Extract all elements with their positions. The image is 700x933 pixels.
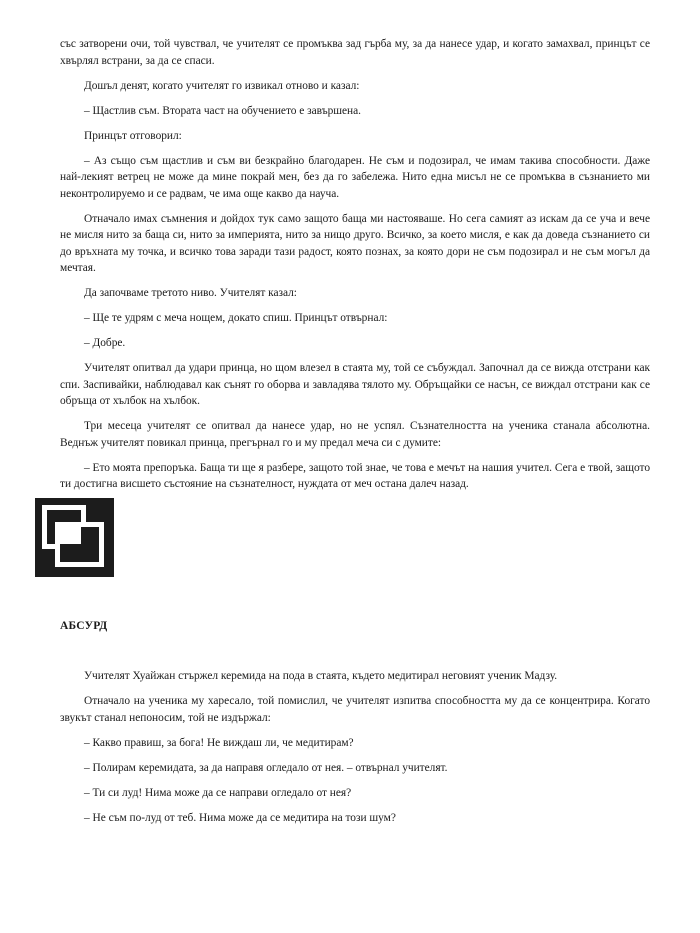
paragraph: – Добре.: [84, 337, 126, 349]
paragraph: – Аз също съм щастлив и съм ви безкрайно благодарен. Не съм и подозирал, че имам такива способности. Даже най-лекият ветрец не може да мине покрай мен, без да го забележа. Нито една мисъл не се промъква в съзнанието ми неконтролируемо и се радвам, че има още какво да науча.: [60, 154, 650, 200]
paragraph: Отначало имах съмнения и дойдох тук само защото баща ми настояваше. Но сега самият аз искам да се уча и вече не мисля нито за баща си, нито за империята, нито за нищо друго. Всичко, за което мисля, е как да доведа съзнанието си до връхната му точка, и всичко това заради тази радост, която познах, за която дори не съм подозирал и не съм могъл да мечтая.: [60, 212, 650, 274]
paragraph: – Щастлив съм. Втората част на обучението е завършена.: [84, 104, 361, 117]
paragraph: Да започваме третото ниво. Учителят казал:: [84, 287, 297, 299]
paragraph: – Какво правиш, за бога! Не виждаш ли, че медитирам?: [84, 736, 354, 749]
paragraph: – Полирам керемидата, за да направя огледало от нея. – отвърнал учителят.: [84, 761, 448, 774]
paragraph: – Не съм по-луд от теб. Нима може да се медитира на този шум?: [84, 811, 396, 824]
paragraph: Дошъл денят, когато учителят го извикал отново и казал:: [84, 79, 360, 92]
absurd-story: [60, 668, 650, 826]
paragraph: Принцът отговорил:: [84, 129, 182, 142]
paragraph: Учителят Хуайжан стържел керемида на пода в стаята, където медитирал неговият ученик Мадзу.: [84, 670, 558, 682]
paragraph: – Ти си луд! Нима може да се направи огледало от нея?: [84, 786, 352, 799]
chapter-ornament-icon: [35, 498, 114, 577]
paragraph: Учителят опитвал да удари принца, но щом влезел в стаята му, той се събуждал. Започнал да се вижда отстрани как спи. Заспивайки, наблюдавал как сънят го оборва и завладява тялото му. Обръщайки се насън, се виждал отстрани как се обръща от хълбок на хълбок.: [60, 362, 650, 407]
section-heading: АБСУРД: [60, 620, 108, 632]
paragraph: със затворени очи, той чувствал, че учителят се промъква зад гърба му, за да нанесе удар, и когато замахвал, принцът се хвърлял встрани, за да се спаси.: [60, 38, 650, 67]
story-continuation: [60, 36, 650, 493]
paragraph: Отначало на ученика му харесало, той помислил, че учителят изпитва способността му да се концентрира. Когато звукът станал непоносим, той не издържал:: [60, 695, 650, 724]
paragraph: – Ще те удрям с меча нощем, докато спиш. Принцът отвърнал:: [84, 312, 388, 324]
paragraph: Три месеца учителят се опитвал да нанесе удар, но не успял. Съзнателността на ученика станала абсолютна. Веднъж учителят повикал принца, прегърнал го и му предал меча си с думите:: [60, 420, 650, 449]
paragraph: – Ето моята препоръка. Баща ти ще я разбере, защото той знае, че това е мечът на нашия учител. Сега е твой, защото ти достигна висшето състояние на съзнателност, нуждата от меч остана далеч назад.: [60, 461, 650, 490]
